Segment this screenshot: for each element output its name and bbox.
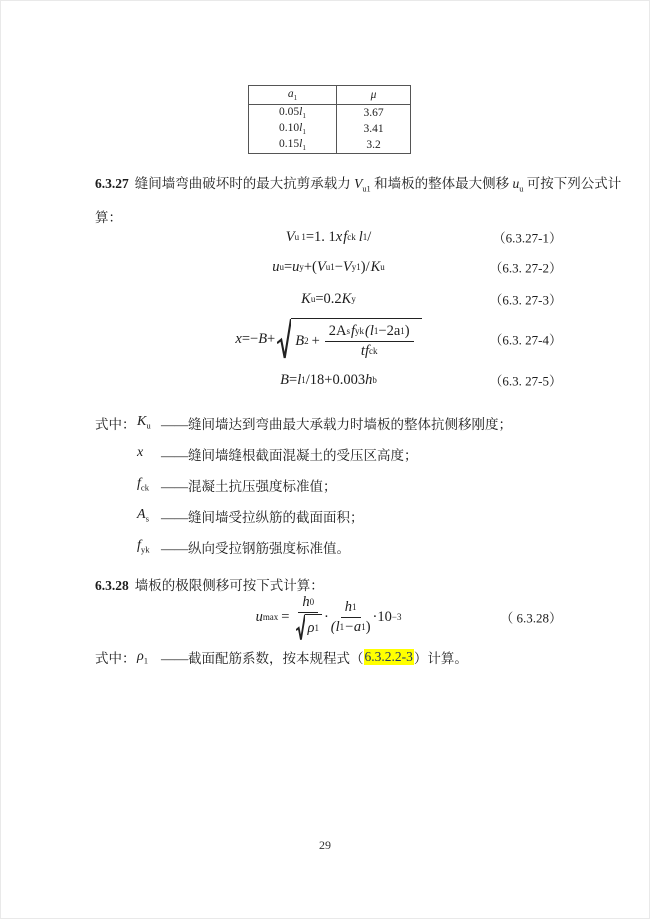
equation-number: （6.3. 27-2） — [489, 260, 562, 276]
square-root: B 2 + 2A s f yk (l 1 −2a 1 ) tf ck — [277, 318, 421, 360]
definition-fck — [95, 469, 512, 500]
equation-number: （6.3. 27-5） — [489, 373, 562, 389]
rho1-symbol: $\rho_1$ — [137, 648, 149, 666]
formula-6.3.27-5: B = l 1 /18+0.003 h b （6.3. 27-5） — [280, 371, 562, 389]
section-number: 6.3.28 — [95, 578, 129, 593]
heading-line-1: 6.3.27 缝间墙弯曲破坏时的最大抗剪承载力 $V_{u1}$ 和墙板的整体最大侧移 $u_u$ 可按下列公式计 — [95, 176, 622, 194]
heading-line-2: 算： — [95, 209, 122, 225]
a1-symbol: a — [287, 88, 294, 101]
definition-text: ——缝间墙受拉纵筋的截面面积； — [161, 509, 364, 525]
table-cell-a1: $0.05l_1$ — [249, 105, 337, 122]
fyk-symbol: $f_{yk}$ — [137, 538, 150, 555]
definition-x — [95, 438, 512, 469]
table-header-mu — [337, 86, 411, 105]
definition-text: ——缝间墙达到弯曲最大承载力时墙板的整体抗侧移刚度； — [161, 416, 512, 432]
table-cell-mu: 3.41 — [363, 123, 384, 135]
table-row — [249, 105, 411, 122]
formula-6.3.27-2: u u = u y +( V u1 − V y1 )/ K u （6.3. 27-2） — [272, 258, 562, 276]
coefficient-table — [248, 85, 411, 154]
fraction: 2A s f yk (l 1 −2a 1 ) tf ck — [325, 323, 414, 360]
section-6.3.27-heading — [95, 172, 621, 226]
definition-text: ）计算。 — [413, 651, 468, 666]
Ku-symbol: $K_u$ — [137, 414, 151, 431]
definition-Ku — [95, 407, 512, 438]
heading-text: 缝间墙弯曲破坏时的最大抗剪承载力 — [134, 176, 351, 191]
definition-text: ——纵向受拉钢筋强度标准值。 — [161, 540, 350, 556]
fck-symbol: $f_{ck}$ — [137, 476, 150, 493]
heading-text: 和墙板的整体最大侧移 — [374, 176, 510, 191]
definition-rho1 — [95, 645, 468, 669]
vu1-symbol: V — [354, 176, 363, 191]
square-root: ρ 1 — [296, 614, 321, 641]
heading-text: 墙板的极限侧移可按下式计算： — [134, 578, 324, 593]
radical-icon — [296, 614, 305, 641]
definition-text: ——缝间墙缝根截面混凝土的受压区高度； — [161, 447, 418, 463]
definitions-6.3.27 — [95, 407, 512, 562]
formula-6.3.27-1: V u 1 =1. 1 x f ck l 1 / （6.3.27-1） — [285, 228, 562, 246]
fraction: h 1 (l 1 −a 1 ) — [330, 598, 371, 635]
equation-number: （ 6.3.28） — [500, 610, 562, 626]
uu-symbol: u — [512, 176, 520, 191]
table-header-row — [249, 86, 411, 105]
highlighted-reference: 6.3.2.2-3 — [364, 649, 413, 664]
section-6.3.28-heading — [95, 574, 324, 594]
section-number: 6.3.27 — [95, 176, 129, 191]
mu-symbol: μ — [370, 89, 377, 101]
definition-text: ——截面配筋系数，按本规程式（ — [161, 651, 364, 666]
x-symbol: x — [137, 445, 144, 461]
formula-6.3.27-4: x =− B + B 2 + 2A s f yk (l 1 −2a 1 ) tf ck （6.3. 27-4） — [95, 313, 562, 365]
table-cell-a1: $0.15l_1$ — [249, 137, 337, 154]
heading-text: 可按下列公式计 — [526, 176, 622, 191]
formula-6.3.28: u max = h 0 ρ 1 · h 1 (l 1 −a 1 ) ·10 −3 （ 6.3.28） — [95, 592, 562, 642]
table-header-a1: $a_1$ — [249, 86, 337, 105]
table-cell-mu: 3.2 — [366, 139, 381, 151]
definition-fyk — [95, 531, 512, 562]
definition-text: ——混凝土抗压强度标准值； — [161, 478, 337, 494]
radical-icon — [277, 318, 291, 360]
As-symbol: $A_s$ — [137, 507, 149, 524]
formula-6.3.27-3: K u =0.2 K y （6.3. 27-3） — [301, 290, 562, 308]
equation-number: （6.3. 27-4） — [489, 332, 562, 348]
equation-number: （6.3. 27-3） — [489, 292, 562, 308]
table-cell-mu: 3.67 — [363, 107, 384, 119]
shizhong-label: 式中： — [95, 651, 136, 666]
table-row — [249, 137, 411, 154]
definition-As — [95, 500, 512, 531]
table-cell-a1: $0.10l_1$ — [249, 121, 337, 137]
shizhong-label: 式中： — [95, 416, 136, 432]
table-row — [249, 121, 411, 137]
equation-number: （6.3.27-1） — [492, 230, 562, 246]
fraction: h 0 ρ 1 — [294, 594, 321, 641]
page-number: 29 — [319, 838, 331, 852]
